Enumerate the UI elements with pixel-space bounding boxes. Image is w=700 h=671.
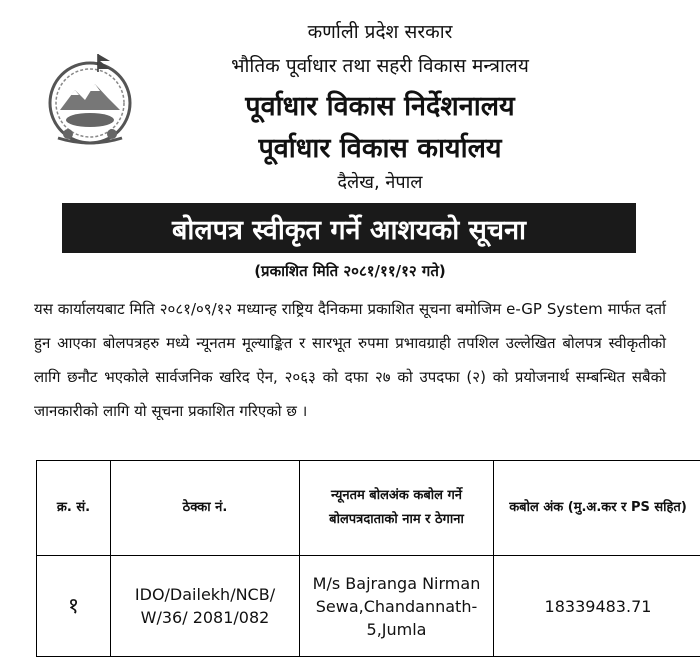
header-contract-no: ठेक्का नं.	[111, 461, 300, 556]
header-location: दैलेख, नेपाल	[337, 172, 423, 193]
table-header-row	[37, 461, 700, 556]
bid-table	[36, 460, 700, 657]
header-directorate: पूर्वाधार विकास निर्देशनालय	[245, 91, 515, 122]
header-serial: क्र. सं.	[37, 461, 111, 556]
header-province: कर्णाली प्रदेश सरकार	[307, 21, 453, 43]
header-bid-amount: कबोल अंक (मु.अ.कर र PS सहित)	[494, 461, 700, 556]
header-ministry: भौतिक पूर्वाधार तथा सहरी विकास मन्त्रालय	[231, 55, 529, 77]
cell-contract-no: IDO/Dailekh/NCB/ W/36/ 2081/082	[111, 556, 300, 657]
cell-bidder: M/s Bajranga Nirman Sewa,Chandannath-5,Jumla	[300, 556, 494, 657]
table-row	[37, 556, 700, 657]
published-date: (प्रकाशित मिति २०८१/११/१२ गते)	[254, 262, 446, 280]
header-bidder: न्यूनतम बोलअंक कबोल गर्ने बोलपत्रदाताको नाम र ठेगाना	[300, 461, 494, 556]
cell-serial: १	[37, 556, 111, 657]
header-office: पूर्वाधार विकास कार्यालय	[258, 133, 502, 164]
cell-bid-amount: 18339483.71	[494, 556, 700, 657]
notice-body: यस कार्यालयबाट मिति २०८१/०९/१२ मध्यान्ह राष्ट्रिय दैनिकमा प्रकाशित सूचना बमोजिम e-GP System मार्फत दर्ता हुन आएका बोलपत्रहरु मध्ये न्यूनतम मूल्याङ्कित र सारभूत रुपमा प्रभावग्राही तपशिल उल्लेखित बोलपत्र स्वीकृतीको लागि छनौट भएकोले सार्वजनिक खरिद ऐन, २०६३ को दफा २७ को उपदफा (२) को प्रयोजनार्थ सम्बन्धित सबैको जानकारीको लागि यो सूचना प्रकाशित गरिएको छ ।	[34, 300, 666, 420]
notice-banner-title: बोलपत्र स्वीकृत गर्ने आशयको सूचना	[62, 203, 636, 253]
